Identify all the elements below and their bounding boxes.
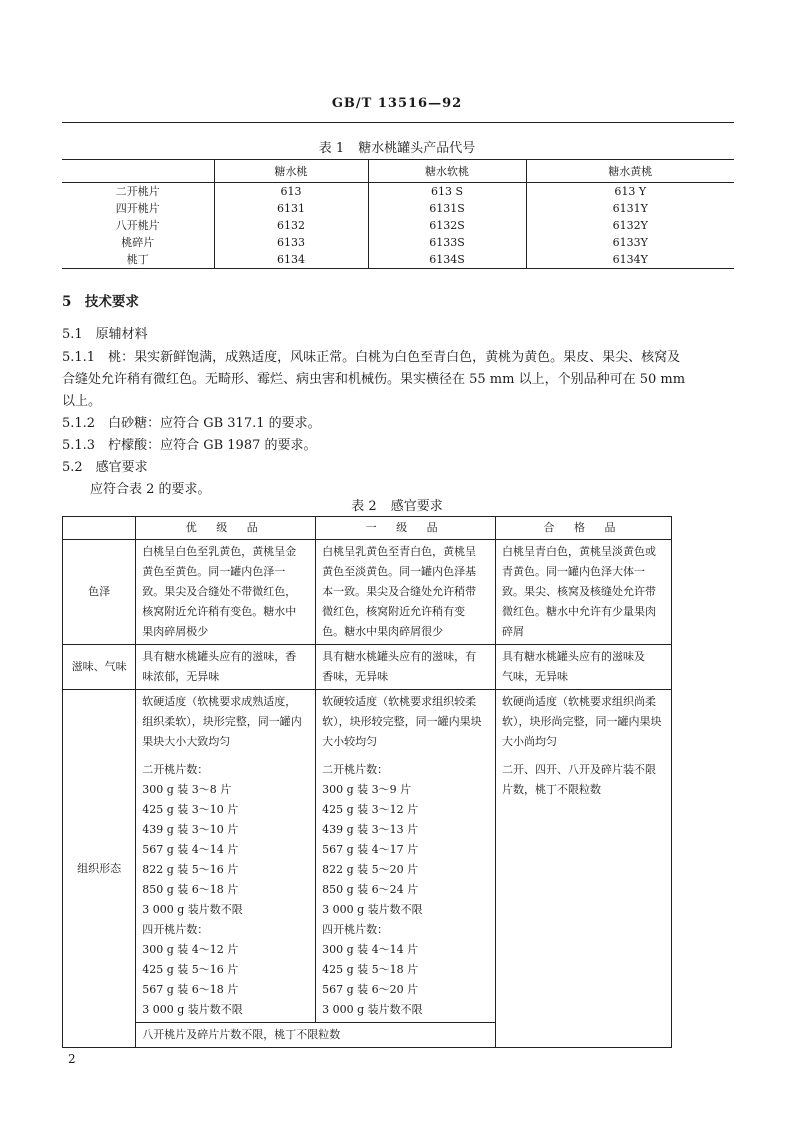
table-header-row	[62, 160, 734, 183]
table-header-cell	[63, 517, 136, 540]
text-line: 3 000 g 装片数不限	[322, 1003, 423, 1016]
text-line: 567 g 装 6～18 片	[142, 983, 239, 996]
color-row	[63, 540, 672, 645]
text-line: 片数，桃丁不限粒数	[502, 783, 602, 796]
table-header-cell: 一 级 品	[316, 517, 496, 540]
row-label-taste: 滋味、气味	[63, 645, 136, 690]
table1-caption	[0, 137, 794, 156]
table-cell: 6133S	[368, 234, 526, 251]
table-row	[62, 200, 734, 217]
section-5-heading: 5 技术要求	[62, 294, 139, 310]
row-label: 二开桃片	[115, 185, 160, 198]
text-line: 大小较均匀	[322, 735, 378, 748]
table-cell: 6134	[214, 251, 368, 269]
section-5-1-heading: 5.1 原辅材料	[62, 327, 148, 342]
text-line: 果肉碎屑极少	[142, 625, 209, 638]
color-first-cell	[316, 540, 496, 645]
row-label-texture: 组织形态	[63, 690, 136, 1048]
table-cell: 6133Y	[526, 234, 734, 251]
row-label: 八开桃片	[115, 219, 160, 232]
table-header-cell: 糖水软桃	[368, 160, 526, 183]
text-line: 3 000 g 装片数不限	[142, 903, 243, 916]
text-line: 香味，无异味	[322, 670, 389, 683]
text-line: 白桃呈青白色，黄桃呈淡黄色或	[502, 545, 657, 558]
text-line: 软硬较适度（软桃要求组织较柔	[322, 695, 477, 708]
text-line: 黄色至淡黄色。同一罐内色泽基	[322, 565, 477, 578]
text-line: 青黄色。同一罐内色泽大体一	[502, 565, 646, 578]
row-label: 桃丁	[62, 251, 214, 269]
text-line: 425 g 装 3～12 片	[322, 803, 419, 816]
table-cell: 6132	[214, 217, 368, 234]
text-line: 567 g 装 6～20 片	[322, 983, 419, 996]
table-cell: 6132Y	[526, 217, 734, 234]
text-line: 本一致。果尖及合缝处允许稍带	[322, 585, 477, 598]
text-line: 425 g 装 5～16 片	[142, 963, 239, 976]
table2-caption-number: 表 2	[351, 499, 377, 514]
table1-caption-number: 表 1	[318, 141, 345, 156]
table-row	[62, 183, 734, 201]
page-number: 2	[68, 1052, 76, 1066]
text-line: 四开桃片数：	[322, 923, 389, 936]
texture-qualified-cell	[496, 690, 672, 1048]
header-rule	[62, 122, 734, 123]
table-row	[62, 217, 734, 234]
text-line: 致。果尖及合缝处不带微红色，	[142, 585, 297, 598]
table2-caption	[0, 495, 794, 514]
text-line: 软），块形尚完整，同一罐内果块	[502, 715, 662, 728]
text-line: 白桃呈白色至乳黄色，黄桃呈金	[142, 545, 297, 558]
text-line: 439 g 装 3～10 片	[142, 823, 239, 836]
table-header-cell	[62, 160, 214, 183]
text-line: 300 g 装 4～12 片	[142, 943, 239, 956]
clause-5-1-1-line1: 5.1.1 桃：果实新鲜饱满，成熟适度，风味正常。白桃为白色至青白色，黄桃为黄色。果皮、果尖、核窝及	[62, 350, 681, 365]
taste-first-cell	[316, 645, 496, 690]
table-cell: 6131S	[368, 200, 526, 217]
section-5-2-heading: 5.2 感官要求	[62, 460, 148, 475]
taste-qualified-cell	[496, 645, 672, 690]
text-line: 850 g 装 6～18 片	[142, 883, 239, 896]
text-line: 二开桃片数：	[322, 763, 389, 776]
text-line: 色。糖水中果肉碎屑很少	[322, 625, 444, 638]
table-header-cell: 糖水桃	[214, 160, 368, 183]
text-line: 味浓郁，无异味	[142, 670, 220, 683]
texture-first-cell	[316, 690, 496, 1023]
standard-header: GB/T 13516—92	[331, 96, 463, 111]
text-line: 567 g 装 4～17 片	[322, 843, 419, 856]
text-line: 微红色，核窝附近允许稍有变	[322, 605, 466, 618]
clause-5-1-2: 5.1.2 白砂糖：应符合 GB 317.1 的要求。	[62, 416, 321, 431]
table-cell: 613	[214, 183, 368, 201]
clause-5-1-1-line3: 以上。	[62, 394, 102, 409]
taste-row	[63, 645, 672, 690]
table-cell: 6132S	[368, 217, 526, 234]
table-cell: 613 S	[368, 183, 526, 201]
text-line: 大小尚均匀	[502, 735, 558, 748]
text-line: 300 g 装 4～14 片	[322, 943, 419, 956]
section-5-2-text: 应符合表 2 的要求。	[90, 482, 211, 497]
text-line: 软），块形较完整，同一罐内果块	[322, 715, 482, 728]
text-line: 425 g 装 5～18 片	[322, 963, 419, 976]
text-line: 四开桃片数：	[142, 923, 209, 936]
text-line: 3 000 g 装片数不限	[322, 903, 423, 916]
text-line: 具有糖水桃罐头应有的滋味及	[502, 650, 646, 663]
text-line: 3 000 g 装片数不限	[142, 1003, 243, 1016]
text-line: 850 g 装 6～24 片	[322, 883, 419, 896]
text-line: 核窝附近允许稍有变色。糖水中	[142, 605, 297, 618]
text-line: 567 g 装 4～14 片	[142, 843, 239, 856]
text-line: 具有糖水桃罐头应有的滋味，有	[322, 650, 477, 663]
text-line: 二开、四开、八开及碎片装不限	[502, 763, 657, 776]
row-label-color: 色泽	[63, 540, 136, 645]
table-header-cell: 糖水黄桃	[526, 160, 734, 183]
text-line: 822 g 装 5～16 片	[142, 863, 239, 876]
text-line: 白桃呈乳黄色至青白色，黄桃呈	[322, 545, 477, 558]
table-cell: 6134Y	[526, 251, 734, 269]
table-header-row	[63, 517, 672, 540]
sensory-requirements-table	[62, 516, 672, 1048]
text-line: 致。果尖、核窝及核缝处允许带	[502, 585, 657, 598]
texture-row	[63, 690, 672, 1023]
table-row	[62, 234, 734, 251]
text-line: 黄色至黄色。同一罐内色泽一	[142, 565, 286, 578]
text-line: 碎屑	[502, 625, 525, 638]
table-header-cell: 合 格 品	[496, 517, 672, 540]
table2-caption-title: 感官要求	[390, 499, 443, 514]
text-line: 439 g 装 3～13 片	[322, 823, 419, 836]
row-label: 桃碎片	[121, 236, 155, 249]
clause-5-1-3: 5.1.3 柠檬酸：应符合 GB 1987 的要求。	[62, 438, 317, 453]
text-line: 组织柔软），块形完整，同一罐内	[142, 715, 302, 728]
row-label: 四开桃片	[115, 202, 160, 215]
text-line: 软硬适度（软桃要求成熟适度，	[142, 695, 297, 708]
texture-premium-cell	[136, 690, 316, 1023]
text-line: 二开桃片数：	[142, 763, 209, 776]
table-header-cell: 优 级 品	[136, 517, 316, 540]
taste-premium-cell	[136, 645, 316, 690]
table-cell: 6134S	[368, 251, 526, 269]
product-code-table	[62, 159, 734, 269]
clause-5-1-1-line2: 合缝处允许稍有微红色。无畸形、霉烂、病虫害和机械伤。果实横径在 55 mm 以上，个别品种可在 50 mm	[62, 372, 686, 387]
table-cell: 6131	[214, 200, 368, 217]
color-premium-cell	[136, 540, 316, 645]
text-line: 822 g 装 5～20 片	[322, 863, 419, 876]
texture-footnote: 八开桃片及碎片片数不限，桃丁不限粒数	[136, 1023, 496, 1048]
text-line: 具有糖水桃罐头应有的滋味，香	[142, 650, 297, 663]
text-line: 425 g 装 3～10 片	[142, 803, 239, 816]
text-line: 300 g 装 3～8 片	[142, 783, 232, 796]
text-line: 300 g 装 3～9 片	[322, 783, 412, 796]
table-cell: 6131Y	[526, 200, 734, 217]
table-row	[62, 251, 734, 269]
table-cell: 6133	[214, 234, 368, 251]
color-qualified-cell	[496, 540, 672, 645]
text-line: 果块大小大致均匀	[142, 735, 231, 748]
table-cell: 613 Y	[526, 183, 734, 201]
text-line: 软硬尚适度（软桃要求组织尚柔	[502, 695, 657, 708]
text-line: 微红色。糖水中允许有少量果肉	[502, 605, 657, 618]
text-line: 气味，无异味	[502, 670, 569, 683]
table1-caption-title: 糖水桃罐头产品代号	[358, 141, 476, 156]
